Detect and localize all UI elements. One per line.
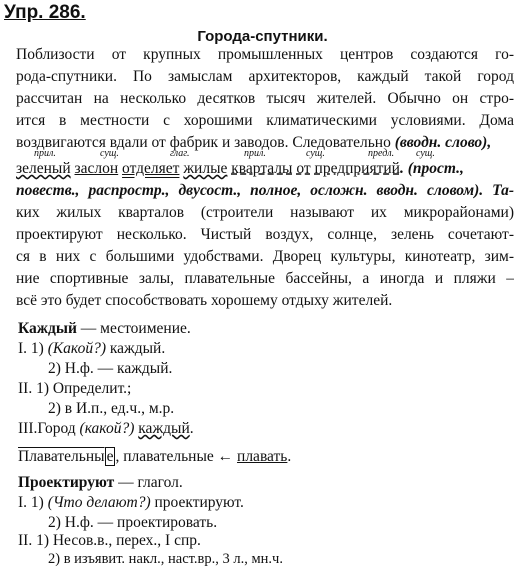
annot-noun-1: сущ. (100, 148, 119, 159)
analysis-2-line-2: 2) Н.ф. — проектировать. (48, 514, 218, 531)
word-predpriyatiy: предприятий (314, 160, 400, 177)
analysis-1-line-1: I. 1) (Какой?) каждый. (18, 340, 166, 357)
annot-noun-3: сущ. (416, 148, 435, 159)
word-zhilye: жилые (183, 160, 228, 177)
para-line-3: рассчитан на несколько десятков тысяч жителей. Обычно он стро- (16, 90, 514, 107)
word-zeleny: зеленый (16, 160, 71, 177)
wf-ending: е (106, 448, 114, 465)
annot-adj-2: прил. (244, 148, 266, 159)
exercise-number: Упр. 286. (4, 2, 86, 23)
para2-line-6: всё это будет способствовать хорошему отдыху жителей. (16, 292, 393, 309)
para-line-5-text: воздвигаются вдали от фабрик и заводов. Следовательно (16, 134, 391, 151)
para2-line-2: ких жилых кварталов (строители называют их микрорайонами) (16, 204, 514, 221)
word-zaslon: заслон (74, 160, 119, 177)
annot-verb: глаг. (170, 148, 190, 159)
para2-line-5: ние спортивные залы, плавательные бассейны, а иногда и пляжи – (16, 270, 514, 287)
analysis-1-line-5: III.Город (какой?) каждый. (18, 420, 194, 437)
analysis-1-line-4: 2) в И.п., ед.ч., м.р. (48, 400, 175, 417)
para2-line-3: проектируют несколько. Чистый воздух, солнце, зелень сочетают- (16, 226, 514, 243)
analysis-2-header (18, 472, 183, 494)
annot-adj-1: прил. (34, 148, 56, 159)
text-title: Города-спутники. (197, 28, 328, 45)
intro-word-note: (вводн. слово), (394, 134, 492, 151)
word-otdelyaet: отделяет (122, 160, 180, 177)
analysis-2-word: Проектируют (18, 474, 115, 491)
word-formation: Плавательны е , плавательные ← плавать. (18, 448, 292, 465)
analysis-1-header (18, 318, 191, 340)
analysis-2-pos: — глагол. (114, 474, 183, 491)
analysis-1-line-2: 2) Н.ф. — каждый. (48, 360, 173, 377)
para2-line-1: повеств., распростр., двусост., полное, осложн. вводн. словом). Та- (16, 182, 514, 199)
annot-noun-2: сущ. (306, 148, 325, 159)
parsed-sentence (16, 158, 514, 180)
word-kvartaly: кварталы (231, 160, 293, 177)
wf-stem: Плавательны (18, 448, 105, 465)
para2-line-4: ся в них с большими удобствами. Дворец культуры, кинотеатр, зим- (16, 248, 514, 265)
wf-root-word: плавать (237, 448, 288, 465)
para-line-2: рода-спутники. По замыслам архитекторов, каждый такой город (16, 68, 514, 85)
para-line-1: Поблизости от крупных промышленных центров создаются го- (16, 46, 514, 63)
sentence-type-start: . (прост., (399, 160, 464, 177)
analysis-1-word: Каждый (18, 320, 77, 337)
annot-prep: предл. (368, 148, 395, 159)
para-line-4: ится в местности с хорошими климатическими условиями. Дома (16, 112, 514, 129)
analysis-1-line-3: II. 1) Определит.; (18, 380, 132, 397)
analysis-2-line-1: I. 1) (Что делают?) проектируют. (18, 494, 244, 511)
analysis-2-line-4: 2) в изъявит. накл., наст.вр., 3 л., мн.ч. (48, 551, 283, 567)
analysis-1-pos: — местоимение. (76, 320, 191, 337)
analysis-2-line-3: II. 1) Несов.в., перех., I спр. (18, 532, 201, 549)
word-ot: от (296, 160, 311, 177)
